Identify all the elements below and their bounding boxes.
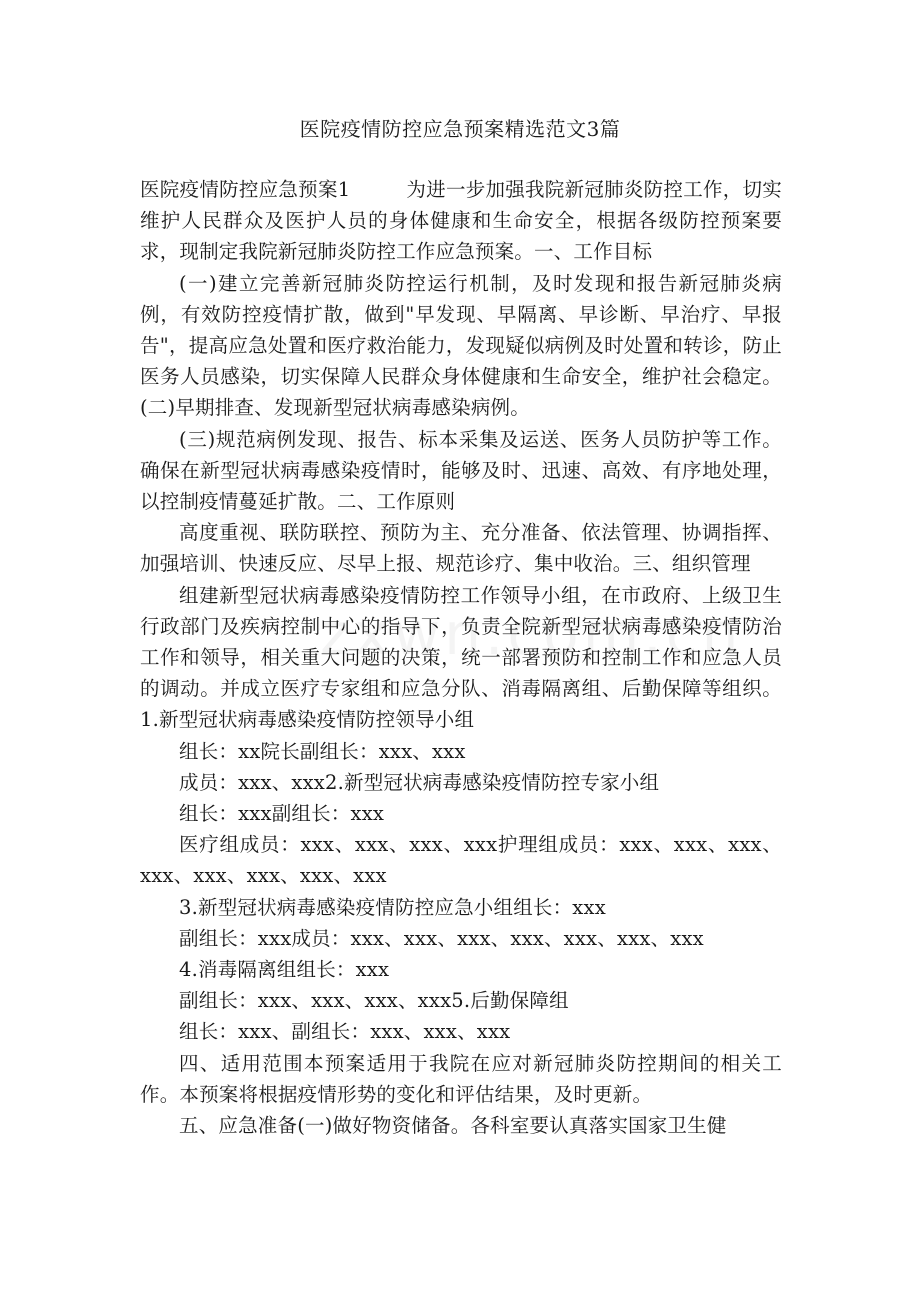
paragraph: (一)建立完善新冠肺炎防控运行机制，及时发现和报告新冠肺炎病例，有效防控疫情扩散，做到"早发现、早隔离、早诊断、早治疗、早报告"，提高应急处置和医疗救治能力，发现疑似病例及时处置和转诊，防止医务人员感染，切实保障人民群众身体健康和生命安全，维护社会稳定。(二)早期排查、发现新型冠状病毒感染病例。 (140, 271, 782, 420)
paragraph: (三)规范病例发现、报告、标本采集及运送、医务人员防护等工作。确保在新型冠状病毒感染疫情时，能够及时、迅速、高效、有序地处理，以控制疫情蔓延扩散。二、工作原则 (140, 427, 782, 514)
paragraph: 组长：xx院长副组长：xxx、xxx (179, 739, 466, 763)
paragraph: 副组长：xxx成员：xxx、xxx、xxx、xxx、xxx、xxx、xxx (179, 926, 704, 950)
paragraph: 副组长：xxx、xxx、xxx、xxx5.后勤保障组 (179, 989, 569, 1013)
paragraph: 组长：xxx、副组长：xxx、xxx、xxx (179, 1020, 511, 1044)
document-body (140, 174, 782, 1141)
paragraph: 成员：xxx、xxx2.新型冠状病毒感染疫情防控专家小组 (179, 770, 660, 794)
paragraph: 组建新型冠状病毒感染疫情防控工作领导小组，在市政府、上级卫生行政部门及疾病控制中心的指导下，负责全院新型冠状病毒感染疫情防治工作和领导，相关重大问题的决策，统一部署预防和控制工作和应急人员的调动。并成立医疗专家组和应急分队、消毒隔离组、后勤保障等组织。1.新型冠状病毒感染疫情防控领导小组 (140, 583, 782, 732)
paragraph: 五、应急准备(一)做好物资储备。各科室要认真落实国家卫生健 (179, 1114, 727, 1138)
paragraph: 高度重视、联防联控、预防为主、充分准备、依法管理、协调指挥、加强培训、快速反应、尽早上报、规范诊疗、集中收治。三、组织管理 (140, 521, 782, 576)
section-lead: 医院疫情防控应急预案1 (140, 178, 351, 201)
document-title: 医院疫情防控应急预案精选范文3篇 (299, 117, 621, 141)
paragraph: 医疗组成员：xxx、xxx、xxx、xxx护理组成员：xxx、xxx、xxx、xxx、xxx、xxx、xxx、xxx (140, 833, 782, 888)
intro-text: 为进一步加强我院新冠肺炎防控工作，切实维护人民群众及医护人员的身体健康和生命安全，根据各级防控预案要求，现制定我院新冠肺炎防控工作应急预案。一、工作目标 (140, 178, 782, 264)
paragraph: 3.新型冠状病毒感染疫情防控应急小组组长：xxx (179, 895, 606, 919)
paragraph: 组长：xxx副组长：xxx (179, 802, 385, 826)
paragraph: 4.消毒隔离组组长：xxx (179, 958, 390, 982)
paragraph: 四、适用范围本预案适用于我院在应对新冠肺炎防控期间的相关工作。本预案将根据疫情形势的变化和评估结果，及时更新。 (140, 1051, 782, 1106)
paragraph-intro (140, 174, 782, 268)
